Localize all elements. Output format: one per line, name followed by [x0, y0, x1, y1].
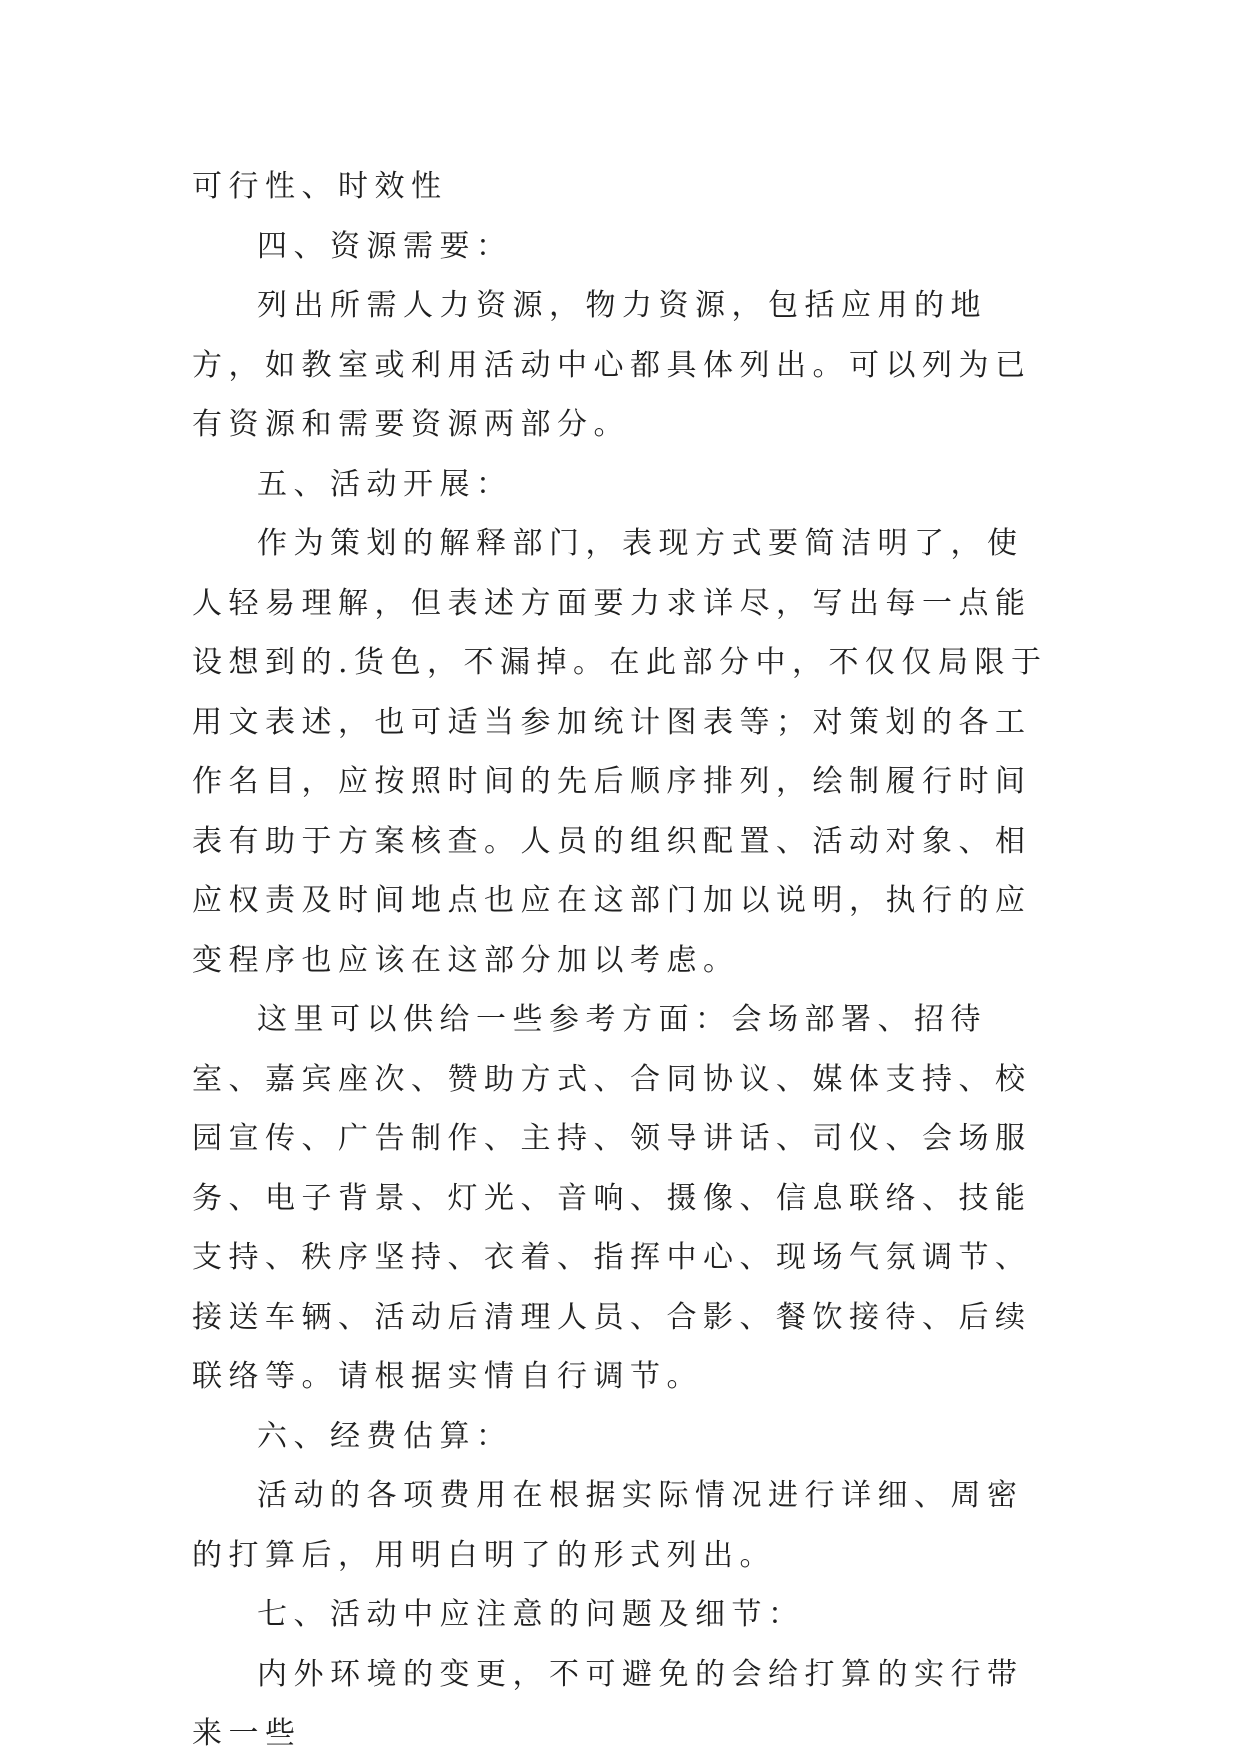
- paragraph-references: 这里可以供给一些参考方面：会场部署、招待室、嘉宾座次、赞助方式、合同协议、媒体支持、校园宣传、广告制作、主持、领导讲话、司仪、会场服务、电子背景、灯光、音响、摄像、信息联络、技能支持、秩序坚持、衣着、指挥中心、现场气氛调节、接送车辆、活动后清理人员、合影、餐饮接待、后续联络等。请根据实情自行调节。: [192, 1002, 1032, 1394]
- paragraph-budget: 活动的各项费用在根据实际情况进行详细、周密的打算后，用明白明了的形式列出。: [192, 1478, 1024, 1573]
- paragraph-activity: 作为策划的解释部门，表现方式要简洁明了，使人轻易理解，但表述方面要力求详尽，写出每一点能设想到的.货色，不漏掉。在此部分中，不仅仅局限于用文表述，也可适当参加统计图表等；对策划的各工作名目，应按照时间的先后顺序排列，绘制履行时间表有助于方案核查。人员的组织配置、活动对象、相应权责及时间地点也应在这部门加以说明，执行的应变程序也应该在这部分加以考虑。: [192, 526, 1048, 978]
- paragraph-notes: 内外环境的变更，不可避免的会给打算的实行带来一些: [192, 1656, 1024, 1751]
- paragraph-continuation: 可行性、时效性: [192, 169, 448, 204]
- section-heading-activity: 五、活动开展：: [257, 466, 513, 502]
- section-heading-notes: 七、活动中应注意的问题及细节：: [257, 1597, 805, 1632]
- section-heading-budget: 六、经费估算：: [257, 1418, 513, 1454]
- paragraph-resources: 列出所需人力资源，物力资源，包括应用的地方，如教室或利用活动中心都具体列出。可以列为已有资源和需要资源两部分。: [192, 288, 1032, 442]
- section-heading-resources: 四、资源需要：: [257, 228, 513, 264]
- document-body: [192, 157, 1052, 1764]
